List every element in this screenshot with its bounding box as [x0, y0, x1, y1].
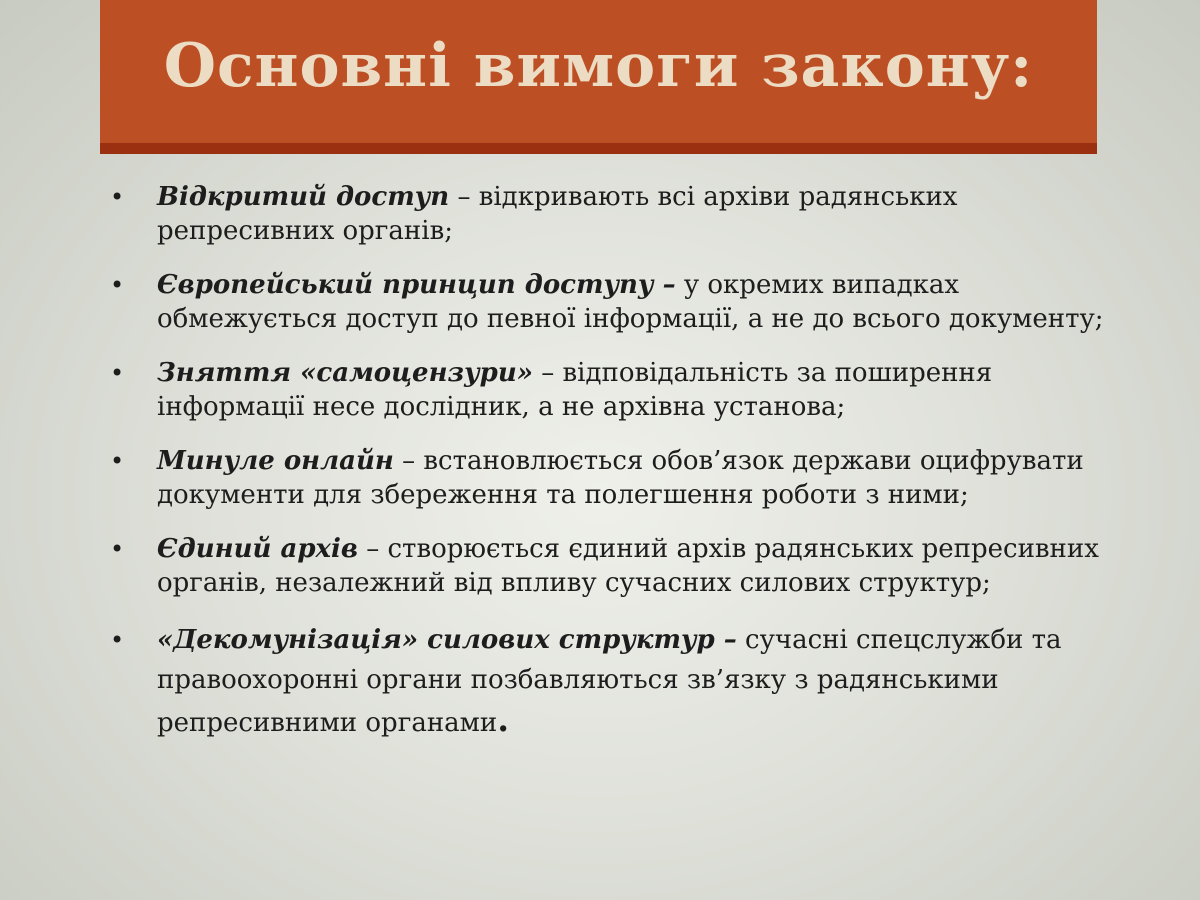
title-banner — [100, 0, 1097, 154]
item-description: у окремих випадках обмежується доступ до певної інформації, а не до всього документу; — [157, 270, 1104, 334]
bullet-icon: • — [110, 447, 125, 475]
list-item — [110, 444, 1110, 512]
bullet-icon: • — [110, 626, 125, 654]
list-item — [110, 620, 1110, 743]
item-term: Минуле онлайн — [157, 446, 394, 476]
requirements-list — [110, 180, 1110, 763]
item-description: сучасні спецслужби та правоохоронні органи позбавляються зв’язку з радянськими репресивними органами — [157, 625, 1062, 738]
list-item — [110, 532, 1110, 600]
item-term: Єдиний архів — [157, 534, 358, 564]
item-description: – встановлюється обов’язок держави оцифрувати документи для збереження та полегшення роботи з ними; — [157, 446, 1084, 510]
item-term: Зняття «самоцензури» — [157, 358, 534, 388]
slide-title: Основні вимоги закону: — [163, 30, 1034, 101]
item-term: Європейський принцип доступу – — [157, 270, 676, 300]
list-item — [110, 356, 1110, 424]
item-term: «Декомунізація» силових структур – — [157, 625, 737, 655]
list-item — [110, 268, 1110, 336]
item-description: – відповідальність за поширення інформації несе дослідник, а не архівна установа; — [157, 358, 993, 422]
closing-period: . — [497, 700, 510, 740]
item-description: – відкривають всі архіви радянських репресивних органів; — [157, 182, 958, 246]
bullet-icon: • — [110, 271, 125, 299]
bullet-icon: • — [110, 183, 125, 211]
item-description: – створюється єдиний архів радянських репресивних органів, незалежний від впливу сучасних силових структур; — [157, 534, 1099, 598]
list-item — [110, 180, 1110, 248]
item-term: Відкритий доступ — [157, 182, 450, 212]
bullet-icon: • — [110, 535, 125, 563]
bullet-icon: • — [110, 359, 125, 387]
